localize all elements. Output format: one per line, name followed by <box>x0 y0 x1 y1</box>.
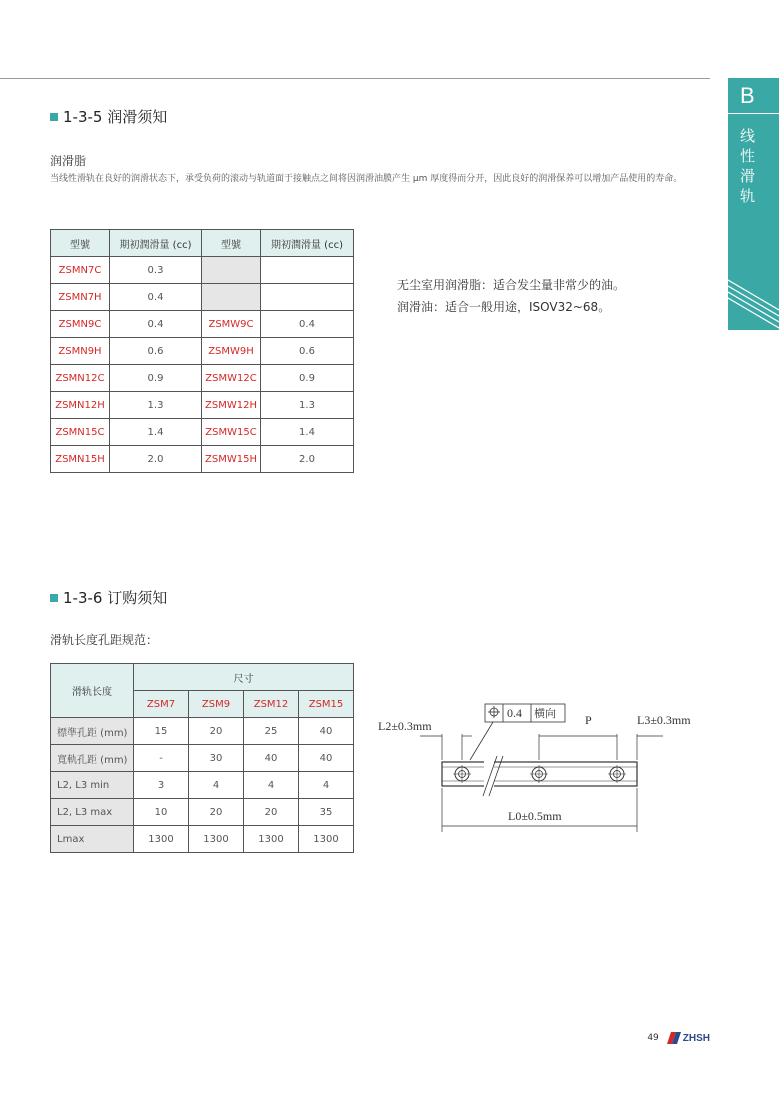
zhsh-logo-icon <box>667 1032 681 1044</box>
table-row <box>51 311 354 338</box>
quantity-cell: 0.3 <box>110 257 202 284</box>
model-cell: ZSMN15C <box>51 419 110 446</box>
rail-spec-caption: 滑轨长度孔距规范： <box>50 633 159 647</box>
tab-stripes-decoration <box>728 278 779 330</box>
row-label: 標準孔距 (mm) <box>51 718 134 745</box>
note-line: 润滑油：适合一般用途，ISOV32~68。 <box>397 300 611 314</box>
value-cell: 40 <box>299 718 354 745</box>
bullet-square-icon <box>50 594 58 602</box>
chapter-label-char: 线 <box>740 127 756 145</box>
value-cell: - <box>134 745 189 772</box>
chapter-label-char: 轨 <box>740 187 756 205</box>
table-row <box>51 799 354 826</box>
l0-dimension-label: L0±0.5mm <box>508 809 562 823</box>
page-number: 49 <box>647 1033 659 1043</box>
quantity-cell: 0.6 <box>110 338 202 365</box>
value-cell: 40 <box>299 745 354 772</box>
quantity-cell: 1.3 <box>261 392 354 419</box>
value-cell: 1300 <box>189 826 244 853</box>
section-title-text: 1-3-5 润滑须知 <box>63 108 168 126</box>
empty-quantity-cell <box>261 284 354 311</box>
model-cell: ZSMN9C <box>51 311 110 338</box>
row-header: 滑轨长度 <box>51 664 134 718</box>
value-cell: 35 <box>299 799 354 826</box>
top-rule <box>0 78 710 79</box>
table-header-row <box>51 664 354 691</box>
model-cell: ZSMW9C <box>202 311 261 338</box>
value-cell: 4 <box>299 772 354 799</box>
section-title-lubrication <box>50 106 167 127</box>
column-header: 期初潤滑量 (cc) <box>110 230 202 257</box>
table-row <box>51 745 354 772</box>
column-header: ZSM9 <box>189 691 244 718</box>
table-row <box>51 718 354 745</box>
quantity-cell: 1.4 <box>110 419 202 446</box>
l3-dimension-label: L3±0.3mm <box>637 713 691 727</box>
quantity-cell: 0.9 <box>261 365 354 392</box>
model-cell: ZSMW15H <box>202 446 261 473</box>
rail-dimension-diagram <box>375 700 710 840</box>
section-title-ordering <box>50 587 167 608</box>
table-row <box>51 284 354 311</box>
section-title-text: 1-3-6 订购须知 <box>63 589 168 607</box>
value-cell: 20 <box>189 718 244 745</box>
value-cell: 20 <box>189 799 244 826</box>
value-cell: 1300 <box>134 826 189 853</box>
lubricant-notes <box>397 274 625 318</box>
table-header-row <box>51 230 354 257</box>
value-cell: 1300 <box>299 826 354 853</box>
table-row <box>51 338 354 365</box>
row-label: L2, L3 max <box>51 799 134 826</box>
quantity-cell: 1.4 <box>261 419 354 446</box>
group-header: 尺寸 <box>134 664 354 691</box>
model-cell: ZSMW9H <box>202 338 261 365</box>
value-cell: 15 <box>134 718 189 745</box>
model-cell: ZSMW15C <box>202 419 261 446</box>
model-cell: ZSMN15H <box>51 446 110 473</box>
quantity-cell: 0.4 <box>110 284 202 311</box>
value-cell: 10 <box>134 799 189 826</box>
chapter-label <box>740 126 762 206</box>
brand-name: ZHSH <box>682 1032 710 1044</box>
row-label: Lmax <box>51 826 134 853</box>
quantity-cell: 0.4 <box>261 311 354 338</box>
subheading-grease: 润滑脂 <box>50 154 87 168</box>
quantity-cell: 2.0 <box>261 446 354 473</box>
value-cell: 40 <box>244 745 299 772</box>
row-label: L2, L3 min <box>51 772 134 799</box>
chapter-letter: B <box>728 78 779 114</box>
empty-model-cell <box>202 284 261 311</box>
column-header: 型號 <box>202 230 261 257</box>
value-cell: 30 <box>189 745 244 772</box>
column-header: ZSM7 <box>134 691 189 718</box>
chapter-label-char: 滑 <box>740 167 756 185</box>
value-cell: 3 <box>134 772 189 799</box>
quantity-cell: 1.3 <box>110 392 202 419</box>
model-cell: ZSMN7C <box>51 257 110 284</box>
tolerance-direction: 横向 <box>534 707 556 720</box>
model-cell: ZSMW12H <box>202 392 261 419</box>
value-cell: 25 <box>244 718 299 745</box>
model-cell: ZSMW12C <box>202 365 261 392</box>
bullet-square-icon <box>50 113 58 121</box>
table-row <box>51 826 354 853</box>
model-cell: ZSMN7H <box>51 284 110 311</box>
page-footer <box>647 1032 710 1044</box>
quantity-cell: 0.4 <box>110 311 202 338</box>
quantity-cell: 2.0 <box>110 446 202 473</box>
table-row <box>51 392 354 419</box>
table-row <box>51 446 354 473</box>
value-cell: 20 <box>244 799 299 826</box>
table-row <box>51 772 354 799</box>
table-row <box>51 419 354 446</box>
value-cell: 4 <box>244 772 299 799</box>
quantity-cell: 0.9 <box>110 365 202 392</box>
empty-quantity-cell <box>261 257 354 284</box>
quantity-cell: 0.6 <box>261 338 354 365</box>
lubrication-table <box>50 229 354 473</box>
note-line: 无尘室用润滑脂：适合发尘量非常少的油。 <box>397 278 626 292</box>
model-cell: ZSMN12C <box>51 365 110 392</box>
empty-model-cell <box>202 257 261 284</box>
column-header: 型號 <box>51 230 110 257</box>
column-header: 期初潤滑量 (cc) <box>261 230 354 257</box>
table-row <box>51 365 354 392</box>
column-header: ZSM12 <box>244 691 299 718</box>
pitch-label: P <box>585 713 592 727</box>
value-cell: 1300 <box>244 826 299 853</box>
rail-body <box>442 756 637 796</box>
model-cell: ZSMN12H <box>51 392 110 419</box>
model-cell: ZSMN9H <box>51 338 110 365</box>
value-cell: 4 <box>189 772 244 799</box>
table-row <box>51 257 354 284</box>
chapter-side-tab <box>728 78 779 330</box>
tolerance-value: 0.4 <box>507 706 522 720</box>
rail-length-table <box>50 663 354 853</box>
row-label: 寬軌孔距 (mm) <box>51 745 134 772</box>
chapter-label-char: 性 <box>740 147 756 165</box>
column-header: ZSM15 <box>299 691 354 718</box>
intro-paragraph: 当线性滑轨在良好的润滑状态下，承受负荷的滚动与轨道面于接触点之间将因润滑油膜产生 μm 厚度得而分开，因此良好的润滑保养可以增加产品使用的寿命。 <box>50 174 683 184</box>
position-tolerance-frame <box>485 704 565 722</box>
l2-dimension-label: L2±0.3mm <box>378 719 432 733</box>
